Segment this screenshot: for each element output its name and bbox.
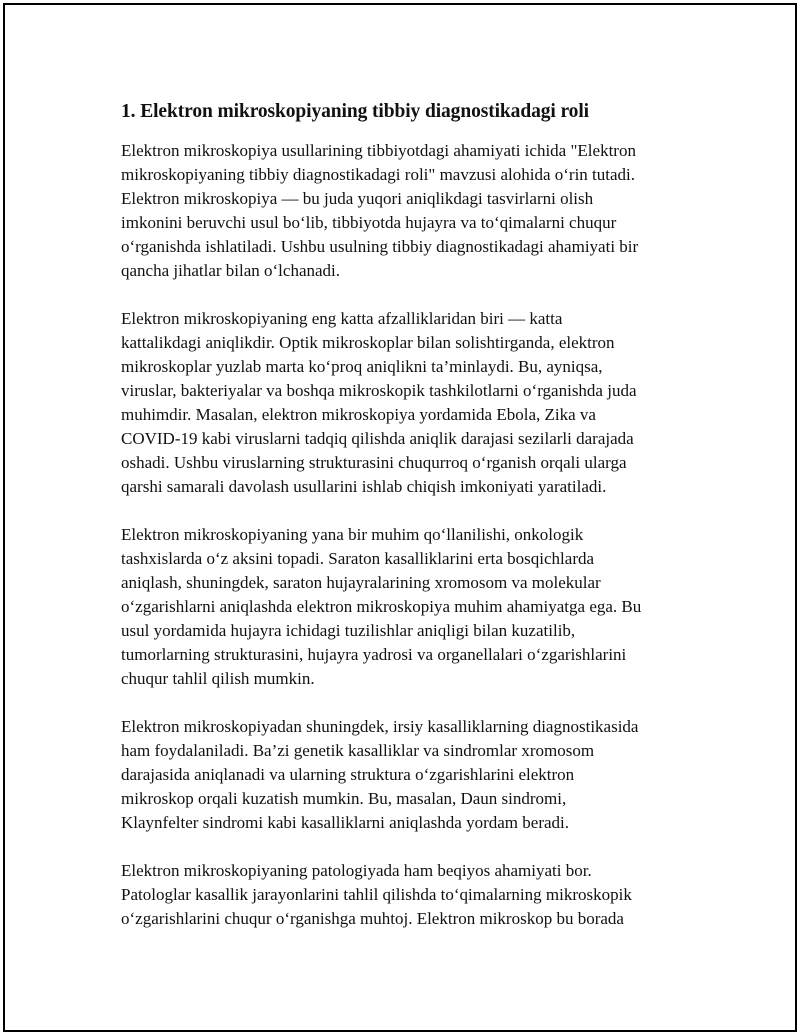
paragraph-genetics: Elektron mikroskopiyadan shuningdek, irsiy kasalliklarning diagnostikasida ham foydalaniladi. Ba’zi genetik kasalliklar va sindromlar xromosom darajasida aniqlanadi va ularning struktura o‘zgarishlarini elektron mikroskop orqali kuzatish mumkin. Bu, masalan, Daun sindromi, Klaynfelter sindromi kabi kasalliklarni aniqlashda yordam beradi. — [121, 717, 639, 832]
document-page — [3, 3, 797, 1032]
paragraph-intro: Elektron mikroskopiya usullarining tibbiyotdagi ahamiyati ichida "Elektron mikroskopiyaning tibbiy diagnostikadagi roli" mavzusi alohida o‘rin tutadi. Elektron mikroskopiya — bu juda yuqori aniqlikdagi tasvirlarni olish imkonini beruvchi usul bo‘lib, tibbiyotda hujayra va to‘qimalarni chuqur o‘rganishda ishlatiladi. Ushbu usulning tibbiy diagnostikadagi ahamiyati bir qancha jihatlar bilan o‘lchanadi. — [121, 141, 639, 280]
paragraph-resolution: Elektron mikroskopiyaning eng katta afzalliklaridan biri — katta kattalikdagi aniqlikdir. Optik mikroskoplar bilan solishtirganda, elektron mikroskoplar yuzlab marta ko‘proq aniqlikni ta’minlaydi. Bu, ayniqsa, viruslar, bakteriyalar va boshqa mikroskopik tashkilotlarni o‘rganishda juda muhimdir. Masalan, elektron mikroskopiya yordamida Ebola, Zika va COVID-19 kabi viruslarni tadqiq qilishda aniqlik darajasi sezilarli darajada oshadi. Ushbu viruslarning strukturasini chuqurroq o‘rganish orqali ularga qarshi samarali davolash usullarini ishlab chiqish imkoniyati yaratiladi. — [121, 309, 637, 496]
document-content — [121, 99, 691, 955]
paragraph-oncology: Elektron mikroskopiyaning yana bir muhim qo‘llanilishi, onkologik tashxislarda o‘z aksini topadi. Saraton kasalliklarini erta bosqichlarda aniqlash, shuningdek, saraton hujayralarining xromosom va molekular o‘zgarishlarni aniqlashda elektron mikroskopiya muhim ahamiyatga ega. Bu usul yordamida hujayra ichidagi tuzilishlar aniqligi bilan kuzatilib, tumorlarning strukturasini, hujayra yadrosi va organellalari o‘zgarishlarini chuqur tahlil qilish mumkin. — [121, 525, 642, 688]
section-heading: 1. Elektron mikroskopiyaning tibbiy diagnostikadagi roli — [121, 101, 589, 122]
paragraph-pathology: Elektron mikroskopiyaning patologiyada ham beqiyos ahamiyati bor. Patologlar kasallik jarayonlarini tahlil qilishda to‘qimalarning mikroskopik o‘zgarishlarini chuqur o‘rganishga muhtoj. Elektron mikroskop bu borada — [121, 861, 632, 928]
